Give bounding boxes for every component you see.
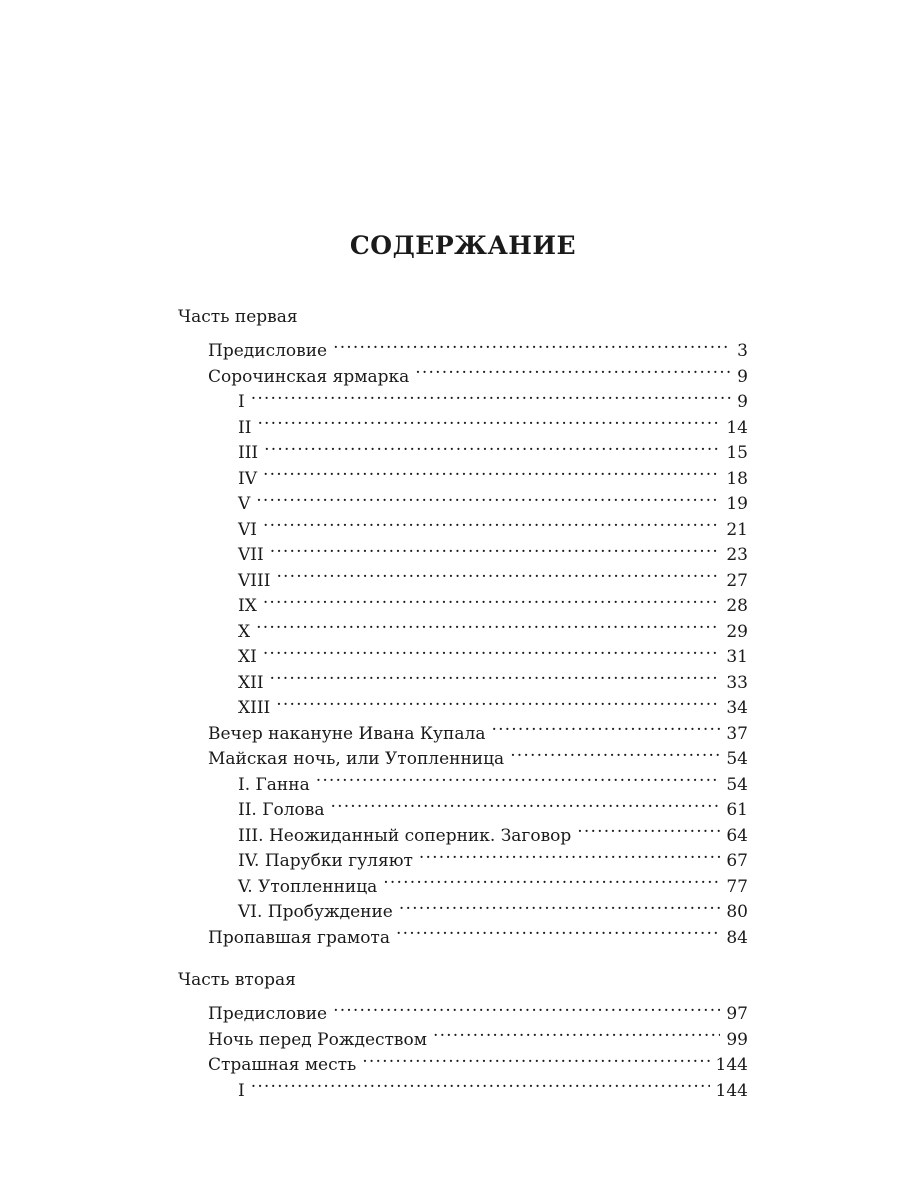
toc-entry-page-number: 14 xyxy=(726,417,748,438)
toc-entry-page-number: 64 xyxy=(726,825,748,846)
dot-leader xyxy=(276,688,720,714)
toc-entry-page-number: 34 xyxy=(726,698,748,718)
toc-entry-page-number: 27 xyxy=(726,570,748,591)
dot-leader xyxy=(256,611,720,637)
dot-leader xyxy=(510,739,720,765)
toc-entry-label: III xyxy=(238,443,259,463)
toc-entry-label: Сорочинская ярмарка xyxy=(208,366,410,387)
toc-entry xyxy=(178,509,748,540)
toc-entry-label: Предисловие xyxy=(208,341,328,361)
toc-entry-page-number: 144 xyxy=(715,1080,748,1101)
toc-entry-page-number: 31 xyxy=(726,647,748,667)
dot-leader xyxy=(396,917,720,943)
dot-leader xyxy=(263,509,720,535)
toc-entry-label: X xyxy=(238,621,251,642)
dot-leader xyxy=(333,331,731,357)
dot-leader xyxy=(419,841,720,867)
dot-leader xyxy=(577,815,720,841)
toc-entry-label: VIII xyxy=(238,570,271,591)
toc-entry-page-number: 3 xyxy=(737,341,748,361)
dot-leader xyxy=(270,662,721,688)
toc-entry-page-number: 67 xyxy=(726,851,748,871)
toc-entry-page-number: 80 xyxy=(726,902,748,922)
toc-entry xyxy=(178,458,748,489)
toc-entry-page-number: 18 xyxy=(726,468,748,489)
page-title: СОДЕРЖАНИЕ xyxy=(349,231,577,260)
dot-leader xyxy=(491,713,720,739)
toc-entry-page-number: 84 xyxy=(726,927,748,948)
toc-entry-label: XI xyxy=(238,647,257,667)
toc-entry-page-number: 15 xyxy=(726,443,748,463)
dot-leader xyxy=(362,1045,709,1071)
toc-entry-page-number: 21 xyxy=(726,519,748,540)
toc-entry-page-number: 99 xyxy=(726,1029,748,1050)
toc-entry-label: I. Ганна xyxy=(238,774,310,795)
toc-entry-label: VII xyxy=(238,545,264,565)
dot-leader xyxy=(263,637,721,663)
toc-entry-label: IV. Парубки гуляют xyxy=(238,851,413,871)
toc-entry-page-number: 9 xyxy=(737,392,748,412)
toc-entry-label: Страшная месть xyxy=(208,1055,357,1075)
dot-leader xyxy=(251,1070,710,1096)
toc-entry-label: V xyxy=(238,494,251,514)
toc-entry xyxy=(178,611,748,642)
toc-entry-label: Ночь перед Рождеством xyxy=(208,1029,427,1050)
toc-entry-page-number: 19 xyxy=(726,494,748,514)
dot-leader xyxy=(263,586,721,612)
part-1 xyxy=(178,305,748,948)
toc-entry-label: IX xyxy=(238,596,257,616)
toc-entry-page-number: 54 xyxy=(726,749,748,769)
toc-entry-page-number: 97 xyxy=(726,1004,748,1024)
dot-leader xyxy=(263,458,720,484)
toc-entry xyxy=(178,662,748,693)
toc-entry-label: II xyxy=(238,417,252,438)
dot-leader xyxy=(251,382,731,408)
toc-entry-page-number: 29 xyxy=(726,621,748,642)
toc-entry xyxy=(178,637,748,667)
toc-entry-page-number: 9 xyxy=(737,366,748,387)
dot-leader xyxy=(316,764,721,790)
toc-entry-label: Предисловие xyxy=(208,1004,328,1024)
toc-entry xyxy=(178,433,748,463)
dot-leader xyxy=(257,407,720,433)
dot-leader xyxy=(333,994,720,1020)
toc-entry-page-number: 61 xyxy=(726,800,748,820)
dot-leader xyxy=(264,433,720,459)
part-title: Часть вторая xyxy=(178,970,296,990)
toc-entry-label: VI xyxy=(238,519,257,540)
dot-leader xyxy=(383,866,720,892)
toc-entry-label: V. Утопленница xyxy=(238,876,378,897)
toc-entry-label: I xyxy=(238,1080,245,1101)
toc-entry-label: XII xyxy=(238,672,264,693)
toc-entry xyxy=(178,407,748,438)
toc-entry-label: II. Голова xyxy=(238,800,325,820)
toc-entry-page-number: 33 xyxy=(726,672,748,693)
toc-entry xyxy=(178,1070,748,1101)
toc-entry-label: I xyxy=(238,392,245,412)
toc-entry-label: XIII xyxy=(238,698,271,718)
toc-entry xyxy=(178,484,748,514)
toc-entry-page-number: 77 xyxy=(726,876,748,897)
toc-entry-label: III. Неожиданный соперник. Заговор xyxy=(238,825,572,846)
toc-entry xyxy=(178,586,748,616)
toc-entry-label: VI. Пробуждение xyxy=(238,902,393,922)
toc-entry-label: Вечер накануне Ивана Купала xyxy=(208,723,486,744)
part-2 xyxy=(178,968,748,1101)
toc-entry-page-number: 144 xyxy=(715,1055,748,1075)
dot-leader xyxy=(433,1019,720,1045)
toc-entry-label: Майская ночь, или Утопленница xyxy=(208,749,505,769)
toc-entry-page-number: 28 xyxy=(726,596,748,616)
part-title: Часть первая xyxy=(178,307,298,327)
toc-entry-page-number: 23 xyxy=(726,545,748,565)
table-of-contents xyxy=(178,305,748,1101)
dot-leader xyxy=(330,790,720,816)
toc-entry xyxy=(178,382,748,412)
dot-leader xyxy=(270,535,721,561)
dot-leader xyxy=(415,356,731,382)
toc-entry-label: Пропавшая грамота xyxy=(208,927,390,948)
toc-entry xyxy=(178,994,748,1024)
toc-entry-page-number: 37 xyxy=(726,723,748,744)
toc-entry-page-number: 54 xyxy=(726,774,748,795)
dot-leader xyxy=(399,892,720,918)
dot-leader xyxy=(276,560,720,586)
toc-entry xyxy=(178,535,748,565)
dot-leader xyxy=(256,484,720,510)
toc-entry-label: IV xyxy=(238,468,257,489)
toc-entry xyxy=(178,331,748,361)
